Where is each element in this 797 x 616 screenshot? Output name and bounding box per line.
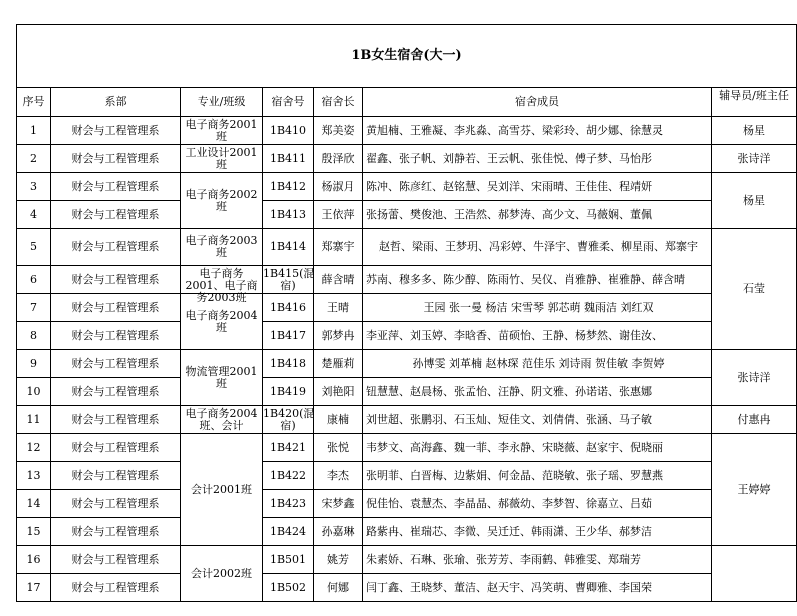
room-members: 张明菲、白晋梅、边紫娟、何金晶、范晓敏、张子瑶、罗慧燕 [363, 462, 712, 490]
room-members: 翟鑫、张子帆、刘静若、王云帆、张佳悦、傅子梦、马怡彤 [363, 145, 712, 173]
room-leader: 殷泽欣 [314, 145, 363, 173]
sheet-title: 1B女生宿舍(大一) [17, 25, 797, 88]
header-row [17, 88, 797, 117]
room-leader: 张悦 [314, 434, 363, 462]
major-class-cell: 电子商务2001、电子商务2003班 [181, 266, 263, 294]
room-number: 1B501 [263, 546, 314, 574]
room-members: 闫丁鑫、王晓梦、董洁、赵天宇、冯笑萌、曹卿雅、李国荣 [363, 574, 712, 602]
table-row [17, 117, 797, 145]
advisor-cell: 王婷婷 [712, 434, 797, 546]
department-cell: 财会与工程管理系 [51, 378, 181, 406]
major-class-cell: 电子商务2002班 [181, 173, 263, 229]
room-leader: 楚雁莉 [314, 350, 363, 378]
department-cell: 财会与工程管理系 [51, 229, 181, 266]
room-leader: 姚芳 [314, 546, 363, 574]
department-cell: 财会与工程管理系 [51, 117, 181, 145]
room-members: 黄旭楠、王雅凝、李兆淼、高雪芬、梁彩玲、胡少娜、徐慧灵 [363, 117, 712, 145]
row-number: 9 [17, 350, 51, 378]
row-number: 5 [17, 229, 51, 266]
room-leader: 孙嘉琳 [314, 518, 363, 546]
header-leader: 宿舍长 [314, 88, 363, 117]
room-number: 1B422 [263, 462, 314, 490]
department-cell: 财会与工程管理系 [51, 145, 181, 173]
room-number: 1B424 [263, 518, 314, 546]
table-row [17, 145, 797, 173]
table-row [17, 294, 797, 322]
major-class-cell: 电子商务2004班 [181, 294, 263, 350]
room-leader: 郭梦冉 [314, 322, 363, 350]
room-members: 王园 张一曼 杨洁 宋雪琴 郭芯萌 魏雨洁 刘红双 [363, 294, 712, 322]
advisor-cell: 石莹 [712, 229, 797, 350]
table-row [17, 574, 797, 602]
room-members: 钮慧慧、赵晨杨、张孟怡、汪静、阴文雅、孙诺诺、张惠娜 [363, 378, 712, 406]
major-class-cell: 电子商务2004班、会计 [181, 406, 263, 434]
department-cell: 财会与工程管理系 [51, 462, 181, 490]
table-row [17, 173, 797, 201]
table-row [17, 490, 797, 518]
row-number: 7 [17, 294, 51, 322]
room-leader: 杨淑月 [314, 173, 363, 201]
row-number: 3 [17, 173, 51, 201]
row-number: 10 [17, 378, 51, 406]
room-leader: 刘艳阳 [314, 378, 363, 406]
department-cell: 财会与工程管理系 [51, 518, 181, 546]
advisor-cell: 张诗洋 [712, 145, 797, 173]
header-no: 序号 [17, 88, 51, 117]
row-number: 6 [17, 266, 51, 294]
table-row [17, 518, 797, 546]
row-number: 13 [17, 462, 51, 490]
room-members: 朱素娇、石琳、张瑜、张芳芳、李雨鹤、韩雅雯、郑瑞芳 [363, 546, 712, 574]
room-leader: 宋梦鑫 [314, 490, 363, 518]
room-leader: 康楠 [314, 406, 363, 434]
table-row [17, 546, 797, 574]
row-number: 1 [17, 117, 51, 145]
room-members: 路紫冉、崔瑞芯、李微、吴迁迁、韩雨潇、王少华、郝梦洁 [363, 518, 712, 546]
room-members: 苏南、穆多多、陈少醇、陈雨竹、吴仪、肖雅静、崔雅静、薛含晴 [363, 266, 712, 294]
room-number: 1B412 [263, 173, 314, 201]
major-class-cell: 会计2002班 [181, 546, 263, 602]
row-number: 4 [17, 201, 51, 229]
room-leader: 王依萍 [314, 201, 363, 229]
advisor-cell: 张诗洋 [712, 350, 797, 406]
table-row [17, 462, 797, 490]
row-number: 15 [17, 518, 51, 546]
major-class-cell: 电子商务2003班 [181, 229, 263, 266]
room-number: 1B415(混宿) [263, 266, 315, 292]
room-number: 1B421 [263, 434, 314, 462]
room-number: 1B419 [263, 378, 314, 406]
table-row [17, 406, 797, 434]
header-members: 宿舍成员 [363, 88, 712, 117]
room-number: 1B423 [263, 490, 314, 518]
department-cell: 财会与工程管理系 [51, 574, 181, 602]
room-number: 1B416 [263, 294, 314, 322]
row-number: 14 [17, 490, 51, 518]
dormitory-sheet [16, 24, 796, 602]
department-cell: 财会与工程管理系 [51, 322, 181, 350]
room-leader: 何娜 [314, 574, 363, 602]
room-leader: 李杰 [314, 462, 363, 490]
advisor-cell: 杨星 [712, 173, 797, 229]
department-cell: 财会与工程管理系 [51, 406, 181, 434]
room-members: 孙博雯 刘革楠 赵林琛 范佳乐 刘诗雨 贺佳敏 李贺婷 [363, 350, 712, 378]
advisor-cell: 付惠冉 [712, 406, 797, 434]
room-leader: 薛含晴 [314, 266, 363, 294]
department-cell: 财会与工程管理系 [51, 434, 181, 462]
advisor-cell: 杨星 [712, 117, 797, 145]
row-number: 8 [17, 322, 51, 350]
room-leader: 郑美姿 [314, 117, 363, 145]
dormitory-table [16, 24, 797, 602]
department-cell: 财会与工程管理系 [51, 173, 181, 201]
advisor-cell [712, 546, 797, 602]
room-members: 赵哲、梁雨、王梦玥、冯彩婷、牛泽宇、曹雅柔、柳星雨、郑寨宇 [363, 229, 712, 266]
department-cell: 财会与工程管理系 [51, 266, 181, 294]
header-advisor: 辅导员/班主任 [712, 88, 797, 117]
room-leader: 王晴 [314, 294, 363, 322]
room-number: 1B411 [263, 145, 314, 173]
table-row [17, 322, 797, 350]
room-members: 韦梦文、高海鑫、魏一菲、李永静、宋晓薇、赵家宇、倪晓丽 [363, 434, 712, 462]
table-row [17, 378, 797, 406]
table-row [17, 266, 797, 294]
header-major: 专业/班级 [181, 88, 263, 117]
department-cell: 财会与工程管理系 [51, 490, 181, 518]
header-dept: 系部 [51, 88, 181, 117]
row-number: 2 [17, 145, 51, 173]
major-class-cell: 工业设计2001班 [181, 145, 263, 173]
table-row [17, 229, 797, 266]
department-cell: 财会与工程管理系 [51, 546, 181, 574]
room-members: 刘世超、张鹏羽、石玉灿、短佳文、刘倩倩、张涵、马子敏 [363, 406, 712, 434]
room-number: 1B420(混宿) [263, 406, 315, 432]
room-members: 陈冲、陈彦红、赵铭慧、吴刘洋、宋雨晴、王佳佳、程靖妍 [363, 173, 712, 201]
department-cell: 财会与工程管理系 [51, 350, 181, 378]
major-class-cell: 会计2001班 [181, 434, 263, 546]
room-number: 1B502 [263, 574, 314, 602]
room-number: 1B417 [263, 322, 314, 350]
table-row [17, 434, 797, 462]
row-number: 11 [17, 406, 51, 434]
row-number: 16 [17, 546, 51, 574]
room-number: 1B410 [263, 117, 314, 145]
room-leader: 郑寨宇 [314, 229, 363, 266]
room-members: 倪佳怡、袁慧杰、李晶晶、郝薇幼、李梦智、徐嘉立、吕茹 [363, 490, 712, 518]
table-row [17, 350, 797, 378]
room-number: 1B418 [263, 350, 314, 378]
room-members: 李亚萍、刘玉婷、李晗香、苗硕怡、王静、杨梦然、谢佳汝、 [363, 322, 712, 350]
department-cell: 财会与工程管理系 [51, 201, 181, 229]
room-number: 1B413 [263, 201, 314, 229]
room-members: 张扬蕾、樊俊池、王浩然、郝梦涛、高少文、马薇娴、董佩 [363, 201, 712, 229]
header-room: 宿舍号 [263, 88, 314, 117]
table-row [17, 201, 797, 229]
major-class-cell: 电子商务2001班 [181, 117, 263, 145]
room-number: 1B414 [263, 229, 314, 266]
row-number: 12 [17, 434, 51, 462]
row-number: 17 [17, 574, 51, 602]
major-class-cell: 物流管理2001班 [181, 350, 263, 406]
department-cell: 财会与工程管理系 [51, 294, 181, 322]
